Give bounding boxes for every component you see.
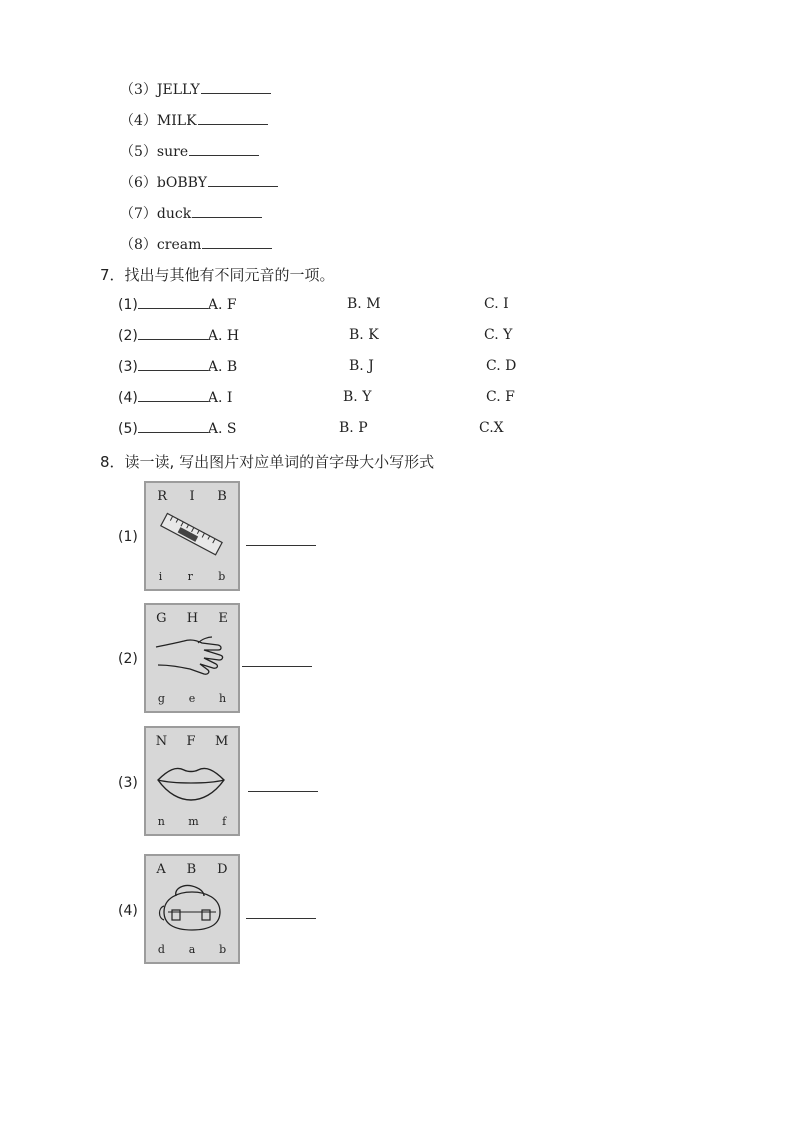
option-b: B. M — [347, 296, 381, 312]
option-b: B. Y — [343, 389, 372, 405]
uppercase-letters — [146, 611, 238, 626]
letter: N — [155, 734, 168, 749]
letter: b — [219, 943, 227, 956]
hand-icon — [154, 631, 228, 683]
lowercase-letters — [146, 570, 238, 583]
option-c: C.X — [479, 420, 504, 436]
answer-blank[interactable] — [138, 389, 208, 402]
section7-title: 7．找出与其他有不同元音的一项。 — [100, 266, 335, 284]
letter: R — [157, 489, 168, 504]
item-word: sure — [156, 144, 189, 160]
item-number: （7） — [120, 206, 157, 222]
item-number: （4） — [120, 113, 157, 129]
picture-card-ruler — [144, 481, 240, 591]
option-c: C. D — [486, 358, 517, 374]
answer-blank[interactable] — [248, 791, 318, 792]
answer-blank[interactable] — [198, 112, 268, 125]
card-number: (3) — [118, 775, 138, 791]
letter: r — [187, 570, 193, 583]
answer-blank[interactable] — [192, 205, 262, 218]
bag-icon — [154, 882, 228, 934]
letter: F — [186, 734, 196, 749]
table-row — [118, 296, 237, 316]
letter: i — [158, 570, 163, 583]
lowercase-letters — [146, 815, 238, 828]
option-a: A. F — [207, 297, 237, 313]
ruler-icon — [154, 509, 228, 561]
option-c: C. Y — [484, 327, 513, 343]
answer-blank[interactable] — [246, 918, 316, 919]
option-a: A. I — [207, 390, 233, 406]
letter: D — [217, 862, 228, 877]
option-a: A. S — [207, 421, 237, 437]
uppercase-letters — [146, 489, 238, 504]
table-row — [118, 420, 236, 440]
item-number: （6） — [120, 175, 157, 191]
answer-blank[interactable] — [138, 327, 208, 340]
answer-blank[interactable] — [202, 236, 272, 249]
list-item — [120, 79, 271, 99]
list-item — [120, 141, 259, 161]
letter: I — [189, 489, 195, 504]
letter: B — [186, 862, 197, 877]
letter: M — [214, 734, 229, 749]
option-b: B. K — [349, 327, 379, 343]
mouth-icon — [154, 754, 228, 806]
row-number: (2) — [118, 328, 138, 344]
card-number: (1) — [118, 529, 138, 545]
letter: g — [157, 692, 165, 705]
lowercase-letters — [146, 943, 238, 956]
letter: m — [188, 815, 199, 828]
answer-blank[interactable] — [242, 666, 312, 667]
letter: a — [188, 943, 196, 956]
item-number: （3） — [120, 82, 157, 98]
list-item — [120, 110, 268, 130]
letter: d — [157, 943, 165, 956]
lowercase-letters — [146, 692, 238, 705]
answer-blank[interactable] — [138, 420, 208, 433]
answer-blank[interactable] — [246, 545, 316, 546]
item-word: duck — [156, 206, 192, 222]
letter: G — [156, 611, 167, 626]
picture-card-hand — [144, 603, 240, 713]
answer-blank[interactable] — [208, 174, 278, 187]
option-c: C. F — [486, 389, 515, 405]
row-number: (4) — [118, 390, 138, 406]
list-item — [120, 172, 278, 192]
picture-card-bag — [144, 854, 240, 964]
picture-card-mouth — [144, 726, 240, 836]
answer-blank[interactable] — [201, 81, 271, 94]
row-number: (1) — [118, 297, 138, 313]
letter: A — [156, 862, 166, 877]
letter: f — [222, 815, 227, 828]
option-c: C. I — [484, 296, 509, 312]
letter: n — [157, 815, 165, 828]
row-number: (3) — [118, 359, 138, 375]
card-number: (2) — [118, 651, 138, 667]
table-row — [118, 358, 237, 378]
list-item — [120, 234, 272, 254]
letter: h — [219, 692, 227, 705]
letter: b — [218, 570, 226, 583]
letter: e — [188, 692, 196, 705]
option-b: B. J — [349, 358, 374, 374]
uppercase-letters — [146, 734, 238, 749]
answer-blank[interactable] — [189, 143, 259, 156]
answer-blank[interactable] — [138, 358, 208, 371]
item-word: JELLY — [156, 82, 200, 98]
option-a: A. B — [207, 359, 238, 375]
card-number: (4) — [118, 903, 138, 919]
row-number: (5) — [118, 421, 138, 437]
section8-title: 8．读一读, 写出图片对应单词的首字母大小写形式 — [100, 453, 435, 471]
table-row — [118, 327, 239, 347]
table-row — [118, 389, 232, 409]
item-word: bOBBY — [156, 175, 207, 191]
option-a: A. H — [207, 328, 240, 344]
answer-blank[interactable] — [138, 296, 208, 309]
option-b: B. P — [339, 420, 368, 436]
uppercase-letters — [146, 862, 238, 877]
item-word: MILK — [156, 113, 197, 129]
item-number: （5） — [120, 144, 157, 160]
letter: E — [218, 611, 228, 626]
letter: H — [186, 611, 199, 626]
item-number: （8） — [120, 237, 157, 253]
list-item — [120, 203, 262, 223]
letter: B — [217, 489, 227, 504]
item-word: cream — [156, 237, 202, 253]
